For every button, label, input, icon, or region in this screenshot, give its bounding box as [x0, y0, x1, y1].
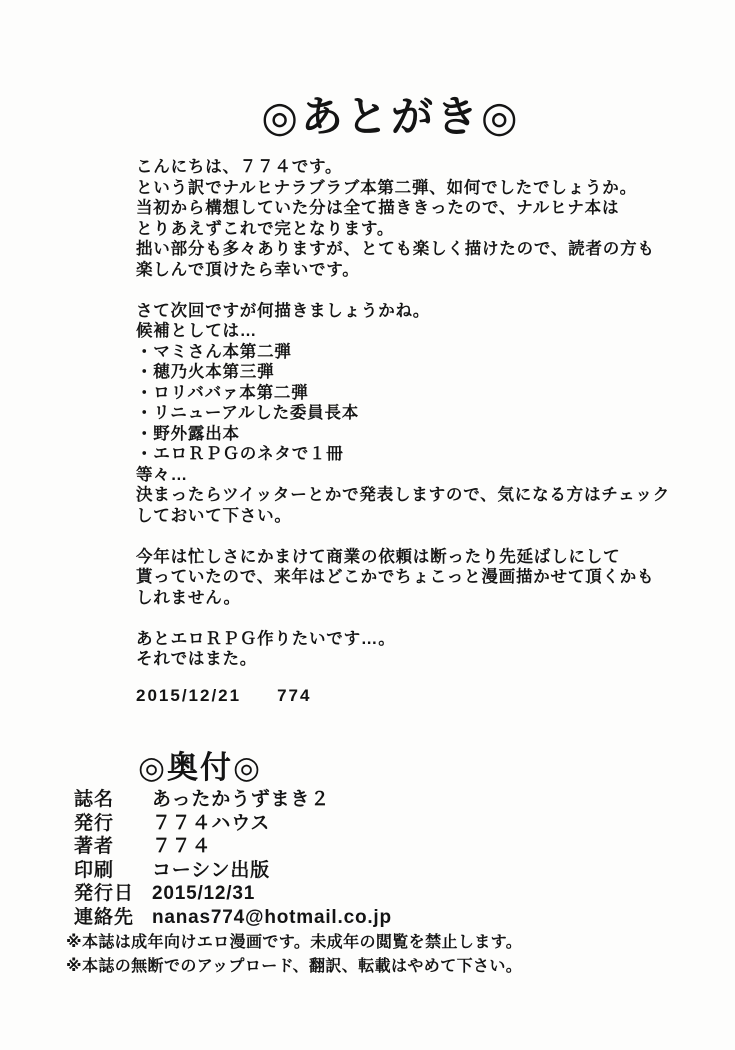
colophon-row-label: 誌名: [74, 789, 115, 810]
afterword-body-line: 決まったらツイッターとかで発表しますので、気になる方はチェック: [136, 486, 670, 504]
afterword-body-line: しておいて下さい。: [136, 506, 292, 525]
colophon-row: [74, 784, 392, 808]
afterword-body-line: [136, 608, 676, 629]
colophon-row-label: 発行: [74, 812, 115, 834]
afterword-body-line: ・野外露出本: [136, 424, 240, 443]
afterword-body-line: あとエロＲＰＧ作りたいです…。: [136, 629, 396, 648]
afterword-body: [136, 157, 676, 706]
afterword-body-line: 貰っていたので、来年はどこかでちょこっと漫画描かせて頂くかも: [136, 568, 655, 586]
afterword-body-line: ・リニューアルした委員長本: [136, 404, 360, 422]
afterword-date: 2015/12/21: [136, 685, 242, 705]
colophon-row: [74, 808, 392, 832]
colophon-row-value: コーシン出版: [152, 859, 270, 881]
afterword-body-line: 当初から構想していた分は全て描ききったので、ナルヒナ本は: [136, 199, 620, 217]
afterword-body-line: 楽しんで頂けたら幸いです。: [136, 260, 360, 279]
colophon-row: [74, 831, 392, 855]
footer-notice-line: ※本誌は成年向けエロ漫画です。未成年の閲覧を禁止します。: [66, 934, 523, 951]
afterword-body-line: ・穂乃火本第三弾: [136, 363, 275, 381]
colophon-row-label: 連絡先: [74, 906, 135, 928]
afterword-body-line: とりあえずこれで完となります。: [136, 219, 395, 238]
colophon-row-value: 2015/12/31: [152, 883, 256, 904]
colophon-row-label: 印刷: [74, 859, 115, 881]
colophon-row-value: ７７４: [152, 836, 212, 857]
afterword-date-line: [136, 686, 676, 707]
colophon-row: [74, 855, 392, 879]
afterword-title: ◎あとがき◎: [261, 93, 521, 140]
afterword-body-line: 等々…: [136, 465, 188, 484]
colophon-row-label: 発行日: [74, 883, 135, 904]
colophon-table: [74, 784, 392, 928]
footer-notice-line: ※本誌の無断でのアップロード、翻訳、転載はやめて下さい。: [66, 957, 523, 975]
colophon-row-value: ７７４ハウス: [152, 812, 271, 834]
afterword-signature: 774: [277, 685, 312, 705]
colophon-row-label: 著者: [74, 836, 115, 857]
afterword-body-line: ・ロリババァ本第二弾: [136, 383, 309, 402]
afterword-body-line: という訳でナルヒナラブラブ本第二弾、如何でしたでしょうか。: [136, 178, 637, 197]
colophon-row-value: nanas774@hotmail.co.jp: [152, 906, 392, 928]
colophon-row-value: あったかうずまき２: [152, 789, 331, 810]
afterword-body-line: 拙い部分も多々ありますが、とても楽しく描けたので、読者の方も: [136, 240, 655, 258]
afterword-body-line: こんにちは、７７４です。: [136, 158, 343, 176]
afterword-body-line: ・エロＲＰＧのネタで１冊: [136, 445, 344, 463]
afterword-body-line: さて次回ですが何描きましょうかね。: [136, 301, 431, 320]
afterword-body-line: それではまた。: [136, 650, 258, 668]
afterword-body-line: しれません。: [136, 588, 241, 607]
afterword-body-line: [136, 280, 676, 301]
afterword-body-line: [136, 526, 676, 547]
colophon-title: ◎奥付◎: [138, 750, 263, 785]
afterword-body-lines: [136, 157, 676, 670]
afterword-body-line: 候補としては…: [136, 322, 258, 340]
afterword-body-line: ・マミさん本第二弾: [136, 342, 292, 361]
colophon-row: [74, 902, 392, 926]
colophon-row: [74, 878, 392, 902]
afterword-body-line: 今年は忙しさにかまけて商業の依頼は断ったり先延ばしにして: [136, 547, 621, 566]
footer-notices: [66, 931, 522, 978]
